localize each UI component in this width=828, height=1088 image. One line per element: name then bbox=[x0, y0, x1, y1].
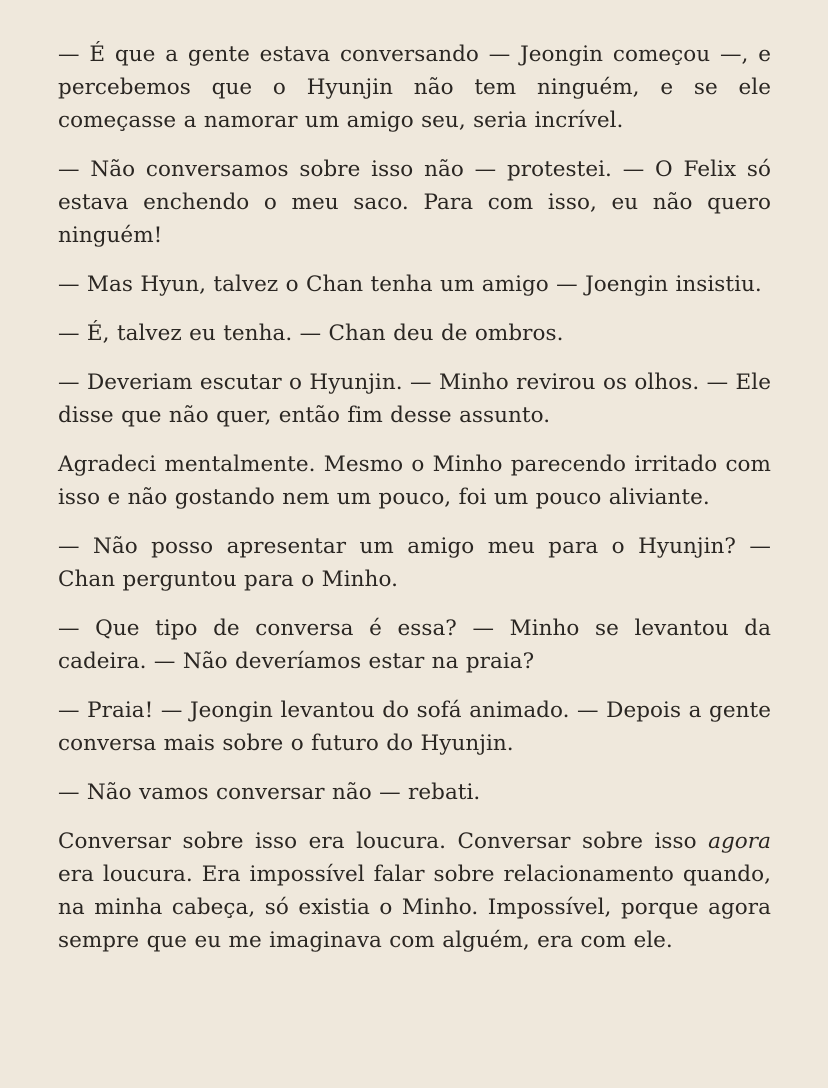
paragraph-11-end: era loucura. Era impossível falar sobre relacionamento quando, na minha cabeça, só existia o Minho. Impossível, porque agora sempre que eu me imaginava com alguém, era com ele. bbox=[58, 862, 771, 953]
paragraph-8: — Que tipo de conversa é essa? — Minho se levantou da cadeira. — Não deveríamos estar na praia? bbox=[58, 616, 771, 674]
paragraph-7: — Não posso apresentar um amigo meu para o Hyunjin? — Chan perguntou para o Minho. bbox=[58, 534, 771, 592]
paragraph-5: — Deveriam escutar o Hyunjin. — Minho revirou os olhos. — Ele disse que não quer, então fim desse assunto. bbox=[58, 370, 771, 428]
paragraph-4: — É, talvez eu tenha. — Chan deu de ombros. bbox=[58, 321, 564, 346]
paragraph-11-emphasis: agora bbox=[708, 829, 771, 854]
paragraph-2: — Não conversamos sobre isso não — protestei. — O Felix só estava enchendo o meu saco. Para com isso, eu não quero ninguém! bbox=[58, 157, 771, 248]
paragraph-3: — Mas Hyun, talvez o Chan tenha um amigo — Joengin insistiu. bbox=[58, 272, 762, 297]
paragraph-1: — É que a gente estava conversando — Jeongin começou —, e percebemos que o Hyunjin não tem ninguém, e se ele começasse a namorar um amigo seu, seria incrível. bbox=[58, 42, 771, 133]
paragraph-11 bbox=[58, 825, 771, 957]
paragraph-6: Agradeci mentalmente. Mesmo o Minho parecendo irritado com isso e não gostando nem um pouco, foi um pouco aliviante. bbox=[58, 452, 771, 510]
paragraph-10: — Não vamos conversar não — rebati. bbox=[58, 780, 481, 805]
paragraph-9: — Praia! — Jeongin levantou do sofá animado. — Depois a gente conversa mais sobre o futuro do Hyunjin. bbox=[58, 698, 771, 756]
paragraph-11-start: Conversar sobre isso era loucura. Conversar sobre isso bbox=[58, 829, 709, 854]
